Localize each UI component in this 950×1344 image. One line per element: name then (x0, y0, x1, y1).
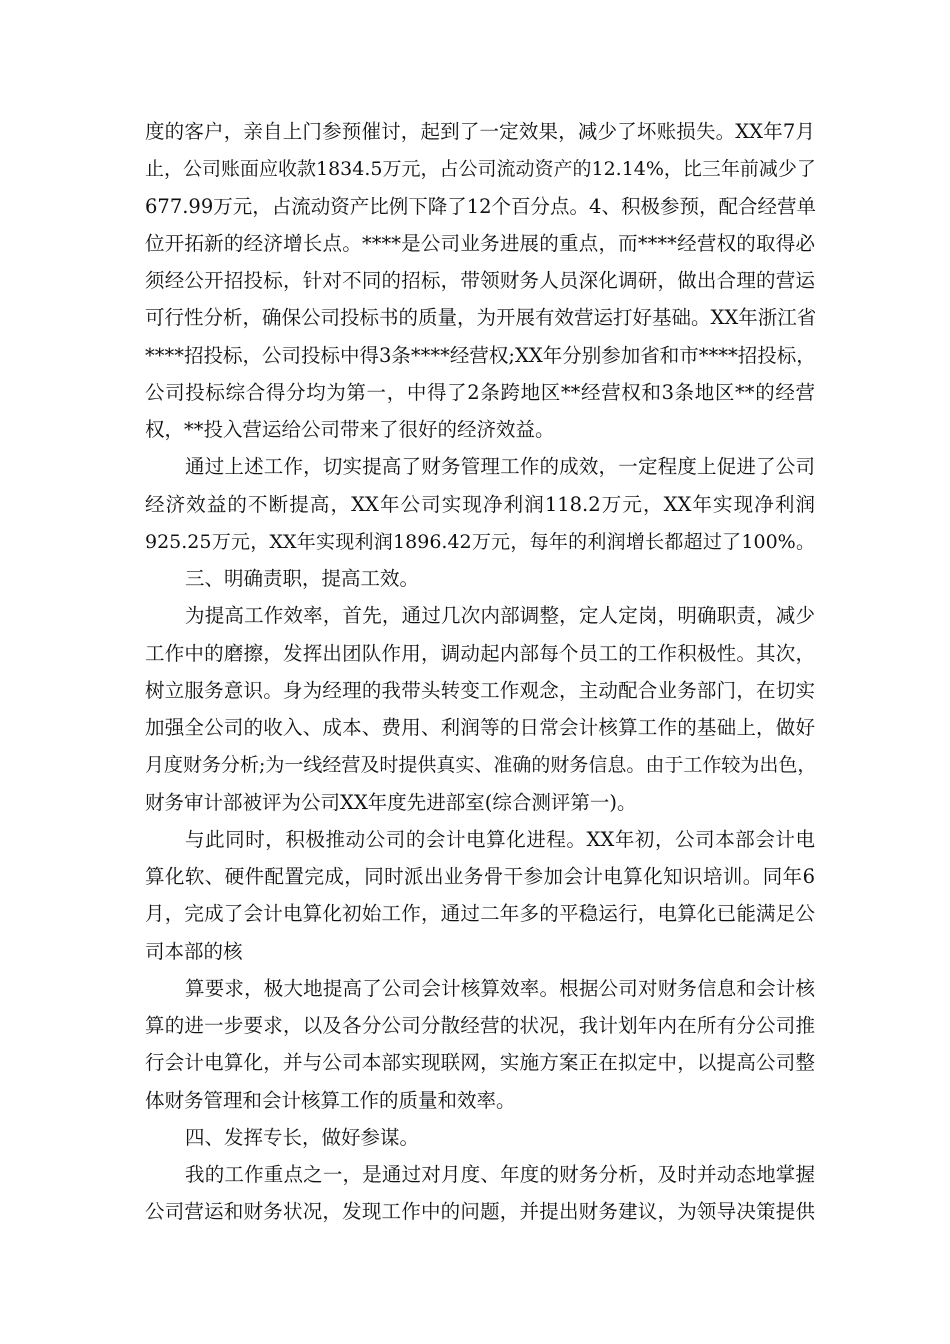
text-line: 工作中的磨擦，发挥出团队作用，调动起内部每个员工的工作积极性。其次， (145, 641, 815, 665)
text-line: 月度财务分析;为一线经营及时提供真实、准确的财务信息。由于工作较为出色， (145, 754, 817, 777)
text-line: 位开拓新的经济增长点。****是公司业务进展的重点，而****经营权的取得必 (145, 231, 815, 255)
text-line: 可行性分析，确保公司投标书的质量，为开展有效营运打好基础。XX年浙江省 (145, 306, 817, 330)
text-line: 925.25万元，XX年实现利润1896.42万元，每年的利润增长都超过了100%。 (145, 530, 815, 553)
text-line: 树立服务意识。身为经理的我带头转变工作观念，主动配合业务部门，在切实 (145, 678, 815, 702)
text-line: 权，**投入营运给公司带来了很好的经济效益。 (145, 418, 555, 441)
text-line: 公司投标综合得分均为第一，中得了2条跨地区**经营权和3条地区**的经营 (145, 380, 815, 404)
text-line: 算要求，极大地提高了公司会计核算效率。根据公司对财务信息和会计核 (185, 976, 815, 1000)
text-line: 算化软、硬件配置完成，同时派出业务骨干参加会计电算化知识培训。同年6 (145, 865, 815, 888)
text-line: 三、明确责职，提高工效。 (185, 567, 420, 590)
text-line: 体财务管理和会计核算工作的质量和效率。 (145, 1088, 516, 1112)
text-line: 行会计电算化，并与公司本部实现联网，实施方案正在拟定中，以提高公司整 (145, 1051, 815, 1075)
text-line: 为提高工作效率，首先，通过几次内部调整，定人定岗，明确职责，减少 (185, 604, 815, 628)
text-line: 与此同时，积极推动公司的会计电算化进程。XX年初，公司本部会计电 (185, 827, 815, 851)
text-line: 公司营运和财务状况，发现工作中的问题，并提出财务建议，为领导决策提供 (145, 1200, 815, 1224)
text-line: 须经公开招投标，针对不同的招标，带领财务人员深化调研，做出合理的营运 (145, 269, 815, 292)
text-line: 止，公司账面应收款1834.5万元，占公司流动资产的12.14%，比三年前减少了 (145, 158, 816, 181)
text-line: 经济效益的不断提高，XX年公司实现净利润118.2万元，XX年实现净利润 (145, 492, 815, 516)
text-line: 我的工作重点之一，是通过对月度、年度的财务分析，及时并动态地掌握 (185, 1163, 815, 1186)
text-line: 司本部的核 (145, 939, 243, 963)
text-line: 月，完成了会计电算化初始工作，通过二年多的平稳运行，电算化已能满足公 (145, 902, 815, 926)
text-line: ****招投标，公司投标中得3条****经营权;XX年分别参加省和市****招投标， (145, 343, 816, 367)
text-line: 度的客户，亲自上门参预催讨，起到了一定效果，减少了坏账损失。XX年7月 (145, 120, 815, 143)
text-line: 算的进一步要求，以及各分公司分散经营的状况，我计划年内在所有分公司推 (145, 1014, 815, 1037)
text-line: 加强全公司的收入、成本、费用、利润等的日常会计核算工作的基础上，做好 (145, 716, 815, 739)
text-line: 通过上述工作，切实提高了财务管理工作的成效，一定程度上促进了公司 (185, 455, 815, 479)
text-line: 财务审计部被评为公司XX年度先进部室(综合测评第一)。 (145, 790, 637, 814)
text-line: 四、发挥专长，做好参谋。 (185, 1125, 420, 1149)
text-line: 677.99万元，占流动资产比例下降了12个百分点。4、积极参预，配合经营单 (145, 194, 816, 218)
